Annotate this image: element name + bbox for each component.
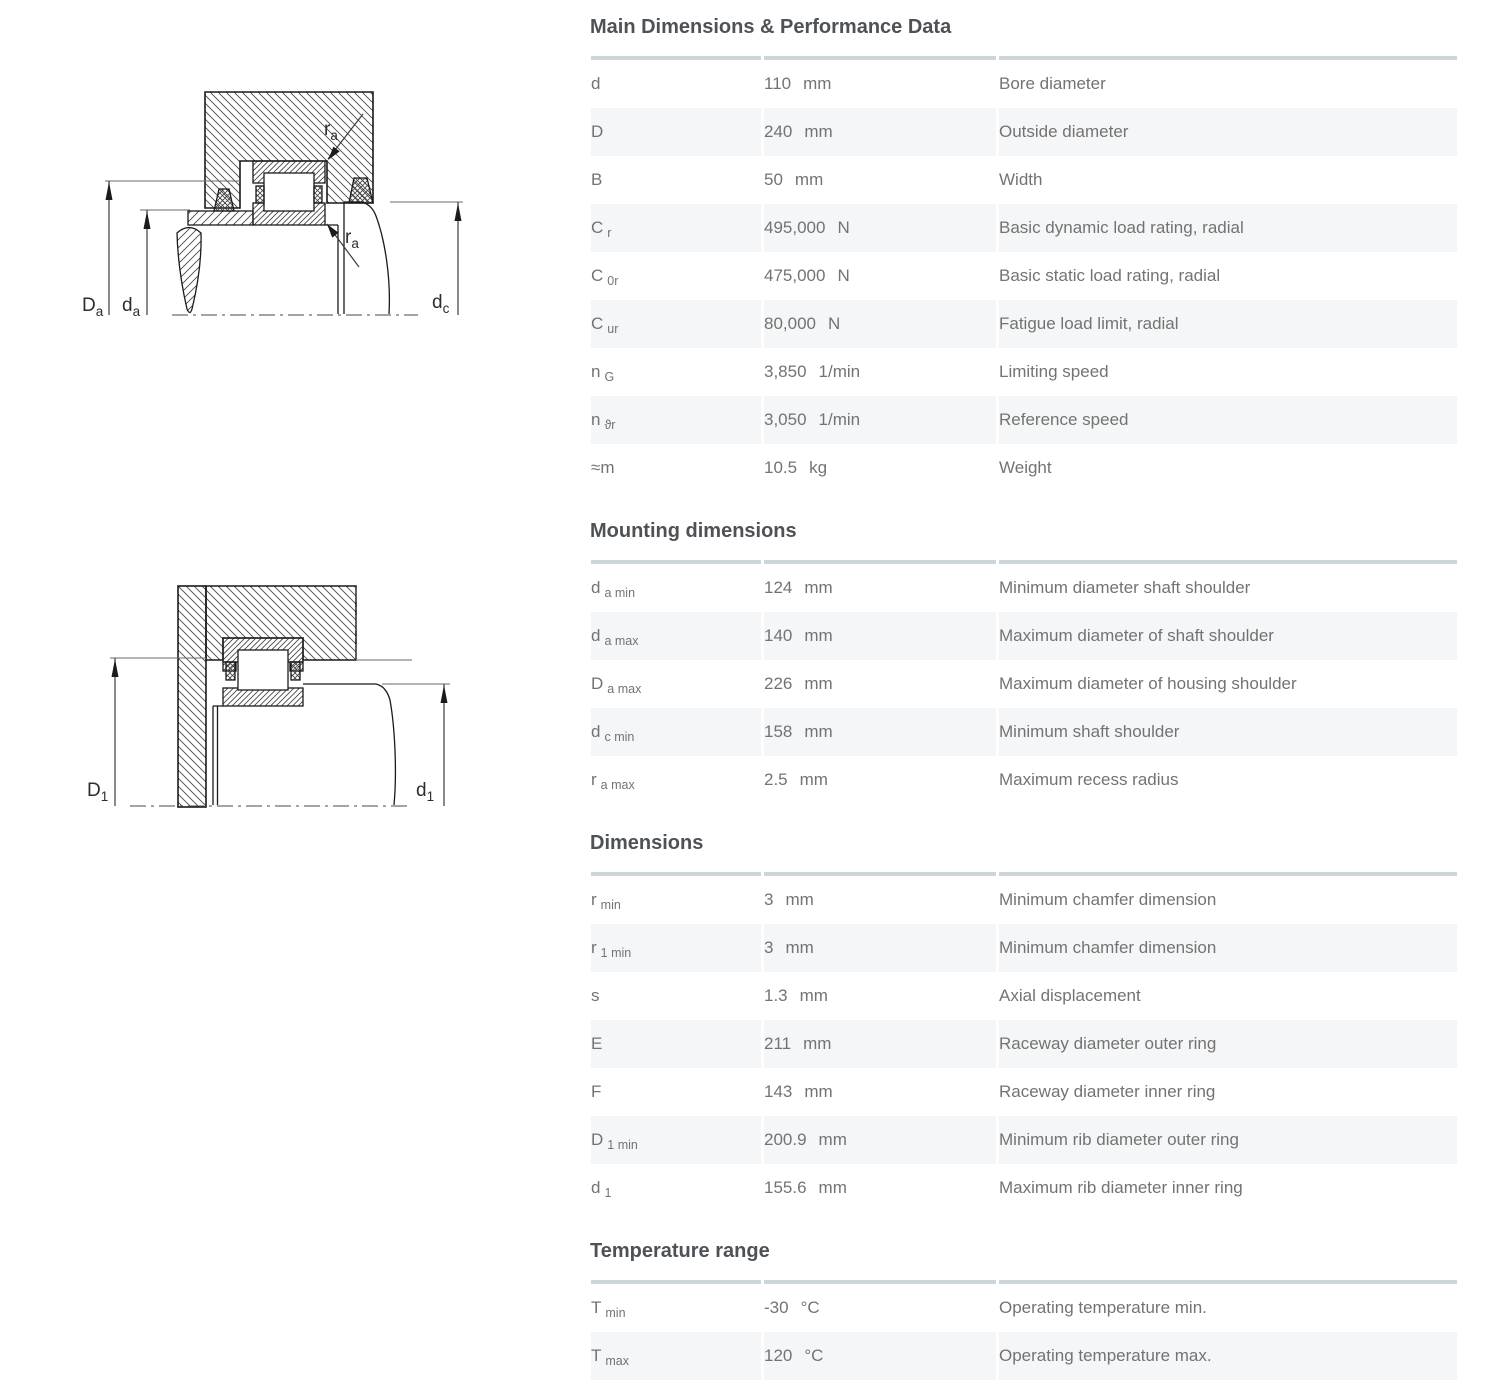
label-D1: $D_1$ <box>87 780 109 804</box>
symbol-subscript: 0r <box>607 274 619 288</box>
unit: mm <box>794 170 824 189</box>
label-Da: $D_a$ <box>82 295 104 319</box>
label-ra-bottom: $r_a$ <box>345 227 359 251</box>
symbol: s <box>591 986 600 1005</box>
description: Outside diameter <box>999 122 1129 141</box>
unit: N <box>828 314 841 333</box>
spec-panel <box>588 0 1460 1380</box>
table-row <box>591 1068 1457 1116</box>
value: 226 <box>764 674 793 693</box>
description: Minimum rib diameter outer ring <box>999 1130 1239 1149</box>
table-row <box>591 924 1457 972</box>
description: Bore diameter <box>999 74 1106 93</box>
section-title: Dimensions <box>590 832 704 854</box>
unit: N <box>837 266 850 285</box>
label-da: $d_a$ <box>122 295 141 319</box>
symbol-subscript: a max <box>600 778 635 792</box>
description: Minimum chamfer dimension <box>999 938 1217 957</box>
section-title: Main Dimensions & Performance Data <box>590 16 952 38</box>
unit: N <box>837 218 850 237</box>
table-row <box>591 1284 1457 1332</box>
unit: mm <box>799 986 828 1005</box>
section-main-dimensions <box>588 14 1460 492</box>
description: Weight <box>999 458 1052 477</box>
description: Maximum recess radius <box>999 770 1179 789</box>
value: 143 <box>764 1082 793 1101</box>
unit: mm <box>803 1034 832 1053</box>
unit: mm <box>818 1130 847 1149</box>
value: 3,850 <box>764 362 807 381</box>
label-d1: $d_1$ <box>416 780 435 804</box>
table-row <box>591 252 1457 300</box>
unit: mm <box>804 1082 833 1101</box>
symbol: C <box>591 314 604 333</box>
unit: mm <box>818 1178 847 1197</box>
unit: mm <box>804 722 833 741</box>
symbol-subscript: min <box>605 1306 626 1320</box>
cage-left <box>226 662 235 680</box>
symbol-subscript: ϑr <box>604 418 616 432</box>
description: Width <box>999 170 1043 189</box>
symbol: D <box>591 1130 604 1149</box>
roller <box>238 650 288 690</box>
value: 3,050 <box>764 410 807 429</box>
spec-table <box>588 56 1460 492</box>
section-title: Temperature range <box>590 1240 770 1262</box>
inner-ring <box>223 688 303 706</box>
description: Reference speed <box>999 410 1129 429</box>
unit: mm <box>804 674 833 693</box>
unit: °C <box>804 1346 824 1365</box>
symbol: ≈m <box>591 458 615 477</box>
symbol-subscript: min <box>600 898 621 912</box>
table-row <box>591 1164 1457 1212</box>
symbol-subscript: G <box>604 370 615 384</box>
description: Axial displacement <box>999 986 1141 1005</box>
description: Raceway diameter inner ring <box>999 1082 1216 1101</box>
table-row <box>591 1116 1457 1164</box>
table-row <box>591 204 1457 252</box>
description: Operating temperature max. <box>999 1346 1212 1365</box>
spec-table <box>588 1280 1460 1380</box>
table-row <box>591 156 1457 204</box>
symbol: B <box>591 170 603 189</box>
figure-rib-diameters-cross-section <box>60 548 500 848</box>
shaft-outline <box>325 202 389 314</box>
symbol-subscript: r <box>607 226 612 240</box>
unit: mm <box>804 122 833 141</box>
unit: kg <box>809 458 828 477</box>
description: Minimum shaft shoulder <box>999 722 1180 741</box>
arrow-d1 <box>441 685 448 703</box>
description: Maximum rib diameter inner ring <box>999 1178 1243 1197</box>
symbol: n <box>591 362 601 381</box>
label-dc: $d_c$ <box>432 292 450 316</box>
value: 50 <box>764 170 783 189</box>
shaft-break <box>177 228 201 313</box>
table-row <box>591 1332 1457 1380</box>
description: Minimum chamfer dimension <box>999 890 1217 909</box>
symbol: d <box>591 626 601 645</box>
value: 211 <box>764 1034 792 1053</box>
table-row <box>591 108 1457 156</box>
value: -30 <box>764 1298 789 1317</box>
symbol: T <box>591 1346 602 1365</box>
symbol: d <box>591 1178 601 1197</box>
label-ra-top: $r_a$ <box>324 119 338 143</box>
section-title: Mounting dimensions <box>590 520 797 542</box>
value: 80,000 <box>764 314 816 333</box>
figures-panel <box>0 0 560 1384</box>
spec-table <box>588 872 1460 1212</box>
symbol-subscript: 1 min <box>600 946 632 960</box>
description: Operating temperature min. <box>999 1298 1207 1317</box>
value: 3 <box>764 938 774 957</box>
table-row <box>591 660 1457 708</box>
arrow-D1 <box>112 659 119 677</box>
value: 2.5 <box>764 770 788 789</box>
symbol-subscript: 1 min <box>607 1138 638 1152</box>
symbol-subscript: a max <box>604 634 639 648</box>
symbol-subscript: ur <box>607 322 619 336</box>
symbol: d <box>591 74 601 93</box>
unit: 1/min <box>818 410 861 429</box>
symbol: C <box>591 266 604 285</box>
description: Basic dynamic load rating, radial <box>999 218 1244 237</box>
unit: mm <box>803 74 832 93</box>
description: Fatigue load limit, radial <box>999 314 1179 333</box>
symbol-subscript: a max <box>607 682 642 696</box>
symbol: C <box>591 218 604 237</box>
table-row <box>591 444 1457 492</box>
section-temperature-range <box>588 1238 1460 1380</box>
table-row <box>591 972 1457 1020</box>
arrow-dc <box>455 203 462 221</box>
description: Minimum diameter shaft shoulder <box>999 578 1251 597</box>
symbol-subscript: max <box>605 1354 630 1368</box>
value: 158 <box>764 722 793 741</box>
shaft-shoulder <box>188 211 253 225</box>
symbol: T <box>591 1298 602 1317</box>
cage-right <box>291 662 300 680</box>
value: 140 <box>764 626 793 645</box>
symbol: r <box>591 938 597 957</box>
unit: mm <box>804 578 833 597</box>
table-row <box>591 564 1457 612</box>
symbol: D <box>591 122 604 141</box>
table-row <box>591 876 1457 924</box>
figure-mounting-cross-section <box>60 78 500 368</box>
spec-table <box>588 560 1460 804</box>
cage-right <box>314 186 322 203</box>
unit: mm <box>785 890 814 909</box>
ra-bottom-arrow <box>327 224 339 238</box>
value: 120 <box>764 1346 793 1365</box>
description: Maximum diameter of housing shoulder <box>999 674 1297 693</box>
unit: mm <box>785 938 814 957</box>
unit: mm <box>799 770 828 789</box>
description: Limiting speed <box>999 362 1109 381</box>
symbol: F <box>591 1082 602 1101</box>
unit: °C <box>800 1298 820 1317</box>
table-row <box>591 348 1457 396</box>
value: 3 <box>764 890 774 909</box>
value: 110 <box>764 74 792 93</box>
cage-left <box>256 186 264 203</box>
arrow-Da <box>106 182 113 200</box>
table-row <box>591 708 1457 756</box>
symbol: r <box>591 770 597 789</box>
value: 1.3 <box>764 986 788 1005</box>
section-dimensions <box>588 830 1460 1212</box>
unit: 1/min <box>818 362 861 381</box>
symbol: d <box>591 722 601 741</box>
description: Basic static load rating, radial <box>999 266 1221 285</box>
value: 10.5 <box>764 458 798 477</box>
housing-wall <box>178 586 206 807</box>
table-row <box>591 396 1457 444</box>
unit: mm <box>804 626 833 645</box>
symbol: E <box>591 1034 603 1053</box>
table-row <box>591 300 1457 348</box>
value: 475,000 <box>764 266 826 285</box>
table-row <box>591 612 1457 660</box>
description: Raceway diameter outer ring <box>999 1034 1217 1053</box>
roller <box>264 173 314 211</box>
symbol-subscript: 1 <box>604 1186 612 1200</box>
symbol-subscript: c min <box>604 730 635 744</box>
symbol: n <box>591 410 601 429</box>
symbol: d <box>591 578 601 597</box>
value: 240 <box>764 122 793 141</box>
symbol: D <box>591 674 604 693</box>
value: 124 <box>764 578 793 597</box>
value: 155.6 <box>764 1178 807 1197</box>
table-row <box>591 756 1457 804</box>
value: 200.9 <box>764 1130 807 1149</box>
symbol: r <box>591 890 597 909</box>
value: 495,000 <box>764 218 826 237</box>
table-row <box>591 60 1457 108</box>
table-row <box>591 1020 1457 1068</box>
section-mounting-dimensions <box>588 518 1460 804</box>
arrow-da <box>144 211 151 229</box>
description: Maximum diameter of shaft shoulder <box>999 626 1274 645</box>
symbol-subscript: a min <box>604 586 636 600</box>
